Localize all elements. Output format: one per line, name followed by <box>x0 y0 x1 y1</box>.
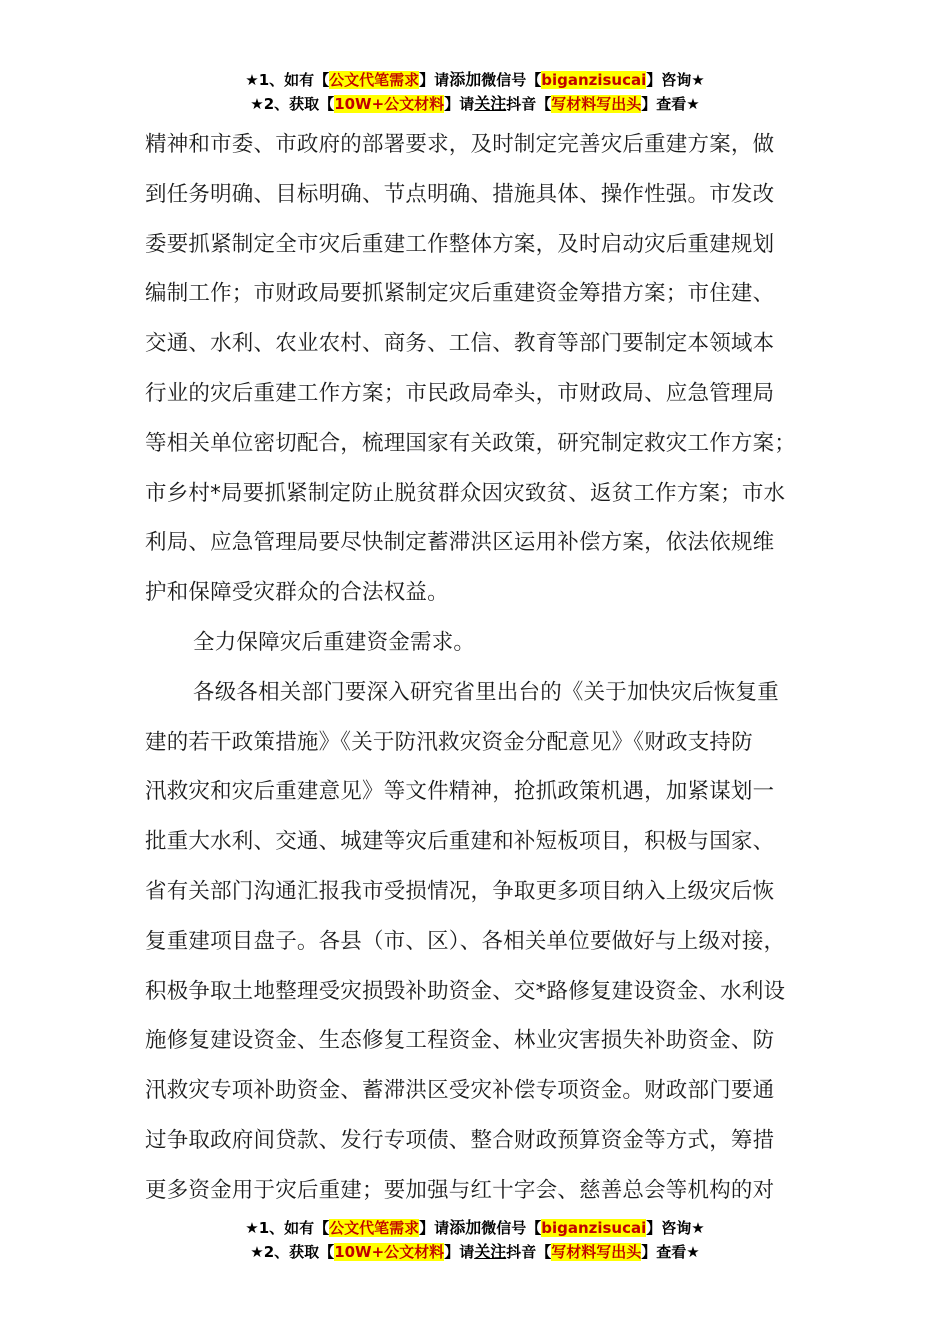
body-line: 复重建项目盘子。各县（市、区）、各相关单位要做好与上级对接， <box>145 928 786 954</box>
banner-emphasis: 关注 <box>474 1242 507 1261</box>
banner-highlight-materials: 10W+公文材料 <box>334 95 445 113</box>
body-line: 护和保障受灾群众的合法权益。 <box>145 580 449 606</box>
body-line: 省有关部门沟通汇报我市受损情况，争取更多项目纳入上级灾后恢 <box>145 878 775 904</box>
banner-line-1 <box>0 1216 950 1240</box>
body-line: 更多资金用于灾后重建；要加强与红十字会、慈善总会等机构的对 <box>145 1177 775 1203</box>
banner-highlight-service: 公文代笔需求 <box>329 71 420 89</box>
banner-highlight-douyin: 写材料写出头 <box>551 1243 642 1261</box>
body-line: 到任务明确、目标明确、节点明确、措施具体、操作性强。市发改 <box>145 181 775 207</box>
banner-text: 抖音【 <box>506 1243 552 1261</box>
banner-text: ★2、获取【 <box>250 1243 335 1261</box>
banner-highlight-wechat-id: biganzisucai <box>541 1219 647 1237</box>
body-line: 行业的灾后重建工作方案；市民政局牵头，市财政局、应急管理局 <box>145 380 775 406</box>
banner-text: 】请 <box>419 71 450 89</box>
banner-text: 】查看★ <box>641 1243 700 1261</box>
banner-text: 微信号【 <box>481 71 542 89</box>
banner-text: ★1、如有【 <box>245 71 330 89</box>
body-line: 过争取政府间贷款、发行专项债、整合财政预算资金等方式，筹措 <box>145 1127 775 1153</box>
banner-highlight-materials: 10W+公文材料 <box>334 1243 445 1261</box>
banner-line-2 <box>0 92 950 116</box>
body-line: 积极争取土地整理受灾损毁补助资金、交*路修复建设资金、水利设 <box>145 978 786 1004</box>
body-line: 市乡村*局要抓紧制定防止脱贫群众因灾致贫、返贫工作方案；市水 <box>145 480 786 506</box>
body-line: 利局、应急管理局要尽快制定蓄滞洪区运用补偿方案，依法依规维 <box>145 530 775 556</box>
banner-text: 】请 <box>419 1219 450 1237</box>
banner-text: ★1、如有【 <box>245 1219 330 1237</box>
body-line: 汛救灾专项补助资金、蓄滞洪区受灾补偿专项资金。财政部门要通 <box>145 1078 775 1104</box>
banner-highlight-douyin: 写材料写出头 <box>551 95 642 113</box>
footer-banner <box>0 1216 950 1264</box>
banner-text: 】咨询★ <box>646 1219 705 1237</box>
body-line: 汛救灾和灾后重建意见》等文件精神，抢抓政策机遇，加紧谋划一 <box>145 779 775 805</box>
banner-highlight-service: 公文代笔需求 <box>329 1219 420 1237</box>
header-banner <box>0 68 950 116</box>
banner-text: 】查看★ <box>641 95 700 113</box>
banner-highlight-wechat-id: biganzisucai <box>541 71 647 89</box>
banner-text: 】咨询★ <box>646 71 705 89</box>
banner-line-2 <box>0 1240 950 1264</box>
body-line: 各级各相关部门要深入研究省里出台的《关于加快灾后恢复重 <box>193 679 779 705</box>
section-heading: 全力保障灾后重建资金需求。 <box>193 629 476 655</box>
banner-line-1 <box>0 68 950 92</box>
body-line: 精神和市委、市政府的部署要求，及时制定完善灾后重建方案，做 <box>145 132 775 157</box>
banner-text: 微信号【 <box>481 1219 542 1237</box>
body-line: 等相关单位密切配合，梳理国家有关政策，研究制定救灾工作方案； <box>145 430 797 456</box>
body-line: 批重大水利、交通、城建等灾后重建和补短板项目，积极与国家、 <box>145 829 775 855</box>
body-line: 施修复建设资金、生态修复工程资金、林业灾害损失补助资金、防 <box>145 1028 775 1054</box>
banner-emphasis: 关注 <box>474 94 507 113</box>
body-line: 编制工作；市财政局要抓紧制定灾后重建资金筹措方案；市住建、 <box>145 281 775 307</box>
banner-emphasis: 添加 <box>449 1218 482 1237</box>
banner-text: ★2、获取【 <box>250 95 335 113</box>
banner-text: 】请 <box>444 95 475 113</box>
body-line: 交通、水利、农业农村、商务、工信、教育等部门要制定本领域本 <box>145 331 775 357</box>
banner-text: 】请 <box>444 1243 475 1261</box>
banner-text: 抖音【 <box>506 95 552 113</box>
banner-emphasis: 添加 <box>449 70 482 89</box>
body-line: 建的若干政策措施》《关于防汛救灾资金分配意见》《财政支持防 <box>145 729 753 755</box>
body-line: 委要抓紧制定全市灾后重建工作整体方案，及时启动灾后重建规划 <box>145 231 775 257</box>
document-body <box>145 120 825 1216</box>
